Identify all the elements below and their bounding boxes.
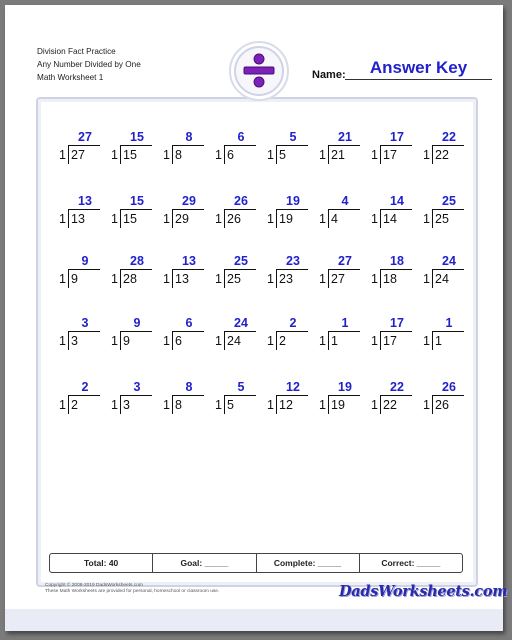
divisor: 1 (371, 148, 378, 162)
dividend: 17 (383, 334, 397, 348)
division-problem (159, 316, 209, 356)
dividend: 24 (227, 334, 241, 348)
division-problem (211, 194, 261, 234)
division-bracket (68, 210, 69, 228)
division-problem (367, 130, 417, 170)
division-bracket (432, 146, 433, 164)
division-bracket (224, 396, 225, 414)
brand-logo: DadsWorksheets.com (339, 583, 508, 600)
quotient-answer: 17 (390, 316, 404, 330)
dividend: 6 (227, 148, 234, 162)
division-bracket (120, 332, 121, 350)
dividend: 22 (383, 398, 397, 412)
division-problem (107, 316, 157, 356)
divisor: 1 (111, 398, 118, 412)
complete-cell: Complete: _____ (257, 554, 360, 572)
quotient-answer: 27 (78, 130, 92, 144)
division-problem (107, 380, 157, 420)
division-bracket (380, 332, 381, 350)
quotient-answer: 14 (390, 194, 404, 208)
quotient-answer: 4 (341, 194, 349, 208)
dividend: 21 (331, 148, 345, 162)
division-bracket (172, 270, 173, 288)
division-problem (419, 130, 469, 170)
divisor: 1 (423, 334, 430, 348)
quotient-answer: 9 (81, 254, 89, 268)
quotient-answer: 24 (442, 254, 456, 268)
divisor: 1 (111, 212, 118, 226)
header-subtitle: Any Number Divided by One (37, 60, 141, 69)
quotient-answer: 25 (442, 194, 456, 208)
dividend: 5 (227, 398, 234, 412)
dividend: 3 (123, 398, 130, 412)
divisor: 1 (267, 148, 274, 162)
quotient-answer: 3 (133, 380, 141, 394)
division-bracket (380, 270, 381, 288)
division-bracket (224, 146, 225, 164)
division-problem (55, 130, 105, 170)
dividend: 5 (279, 148, 286, 162)
quotient-answer: 19 (286, 194, 300, 208)
divisor: 1 (319, 212, 326, 226)
footer-band (5, 609, 503, 631)
division-problem (419, 254, 469, 294)
dividend: 12 (279, 398, 293, 412)
quotient-answer: 23 (286, 254, 300, 268)
division-problem (315, 380, 365, 420)
divisor: 1 (163, 398, 170, 412)
division-bracket (276, 396, 277, 414)
quotient-answer: 28 (130, 254, 144, 268)
dividend: 26 (227, 212, 241, 226)
division-bracket (380, 210, 381, 228)
divisor: 1 (111, 272, 118, 286)
division-problem (55, 194, 105, 234)
dividend: 2 (279, 334, 286, 348)
division-bracket (328, 332, 329, 350)
division-bracket (380, 146, 381, 164)
division-bracket (328, 270, 329, 288)
division-problem (263, 130, 313, 170)
division-problem (419, 380, 469, 420)
divisor: 1 (215, 148, 222, 162)
correct-cell: Correct: _____ (381, 558, 441, 568)
division-problem (315, 316, 365, 356)
divisor: 1 (59, 212, 66, 226)
quotient-answer: 1 (445, 316, 453, 330)
quotient-answer: 13 (78, 194, 92, 208)
quotient-answer: 21 (338, 130, 352, 144)
quotient-answer: 15 (130, 130, 144, 144)
worksheet-page (5, 5, 508, 631)
divisor: 1 (111, 334, 118, 348)
divisor: 1 (59, 334, 66, 348)
division-problem (263, 194, 313, 234)
divisor: 1 (215, 398, 222, 412)
dividend: 4 (331, 212, 338, 226)
division-bracket (68, 332, 69, 350)
division-problem (211, 316, 261, 356)
division-problem (211, 130, 261, 170)
copyright-line: Copyright © 2008-2019 DadsWorksheets.com (45, 583, 143, 588)
division-problem (315, 254, 365, 294)
division-bracket (276, 270, 277, 288)
quotient-answer: 5 (289, 130, 297, 144)
divisor: 1 (163, 334, 170, 348)
division-problem (55, 254, 105, 294)
dividend: 25 (435, 212, 449, 226)
division-bracket (432, 332, 433, 350)
header-worksheet-number: Math Worksheet 1 (37, 73, 104, 82)
dividend: 29 (175, 212, 189, 226)
division-problem (419, 316, 469, 356)
division-problem (367, 316, 417, 356)
division-bracket (380, 396, 381, 414)
division-problem (419, 194, 469, 234)
quotient-answer: 22 (442, 130, 456, 144)
dividend: 18 (383, 272, 397, 286)
division-bracket (328, 210, 329, 228)
quotient-answer: 15 (130, 194, 144, 208)
quotient-answer: 5 (237, 380, 245, 394)
dividend: 8 (175, 148, 182, 162)
divisor: 1 (163, 272, 170, 286)
quotient-answer: 29 (182, 194, 196, 208)
quotient-answer: 3 (81, 316, 89, 330)
divisor: 1 (163, 212, 170, 226)
division-bracket (276, 332, 277, 350)
total-cell: Total: 40 (50, 554, 153, 572)
division-problem (263, 254, 313, 294)
divisor: 1 (111, 148, 118, 162)
dividend: 15 (123, 212, 137, 226)
logo-badge (229, 41, 289, 101)
division-bracket (328, 396, 329, 414)
quotient-answer: 8 (185, 380, 193, 394)
quotient-answer: 25 (234, 254, 248, 268)
dividend: 19 (279, 212, 293, 226)
division-problem (367, 380, 417, 420)
divisor: 1 (423, 272, 430, 286)
divisor: 1 (371, 398, 378, 412)
divisor: 1 (423, 148, 430, 162)
division-problem (315, 130, 365, 170)
divisor: 1 (423, 212, 430, 226)
division-bracket (328, 146, 329, 164)
quotient-answer: 22 (390, 380, 404, 394)
divisor: 1 (319, 398, 326, 412)
divisor: 1 (319, 334, 326, 348)
quotient-answer: 1 (341, 316, 349, 330)
division-bracket (172, 146, 173, 164)
name-field (312, 57, 492, 81)
quotient-answer: 26 (442, 380, 456, 394)
division-bracket (120, 396, 121, 414)
dividend: 14 (383, 212, 397, 226)
dividend: 26 (435, 398, 449, 412)
quotient-answer: 8 (185, 130, 193, 144)
division-problem (107, 254, 157, 294)
quotient-answer: 6 (185, 316, 193, 330)
quotient-answer: 12 (286, 380, 300, 394)
division-bracket (276, 210, 277, 228)
usage-line: These Math Worksheets are provided for personal, homeschool or classroom use. (45, 589, 220, 595)
division-bracket (432, 210, 433, 228)
division-bracket (276, 146, 277, 164)
name-label: Name: (312, 69, 346, 81)
divisor: 1 (215, 212, 222, 226)
quotient-answer: 2 (81, 380, 89, 394)
division-problem (367, 254, 417, 294)
dividend: 2 (71, 398, 78, 412)
division-bracket (432, 396, 433, 414)
quotient-answer: 9 (133, 316, 141, 330)
divisor: 1 (371, 334, 378, 348)
quotient-answer: 18 (390, 254, 404, 268)
division-problem (55, 316, 105, 356)
division-bracket (172, 210, 173, 228)
division-bracket (68, 146, 69, 164)
quotient-answer: 2 (289, 316, 297, 330)
divisor: 1 (319, 272, 326, 286)
dividend: 1 (435, 334, 442, 348)
divisor: 1 (267, 212, 274, 226)
dividend: 25 (227, 272, 241, 286)
dividend: 19 (331, 398, 345, 412)
divisor: 1 (267, 398, 274, 412)
division-problem (211, 254, 261, 294)
division-problem (211, 380, 261, 420)
division-problem (159, 380, 209, 420)
divisor: 1 (319, 148, 326, 162)
dividend: 13 (175, 272, 189, 286)
quotient-answer: 27 (338, 254, 352, 268)
quotient-answer: 24 (234, 316, 248, 330)
answer-key-label: Answer Key (369, 58, 468, 77)
dividend: 28 (123, 272, 137, 286)
goal-cell: Goal: _____ (153, 554, 256, 572)
divisor: 1 (371, 212, 378, 226)
dividend: 1 (331, 334, 338, 348)
dividend: 8 (175, 398, 182, 412)
division-problem (55, 380, 105, 420)
division-problem (263, 380, 313, 420)
quotient-answer: 19 (338, 380, 352, 394)
dividend: 27 (71, 148, 85, 162)
divisor: 1 (215, 272, 222, 286)
divisor: 1 (59, 148, 66, 162)
divisor: 1 (59, 398, 66, 412)
divisor: 1 (163, 148, 170, 162)
division-bracket (172, 332, 173, 350)
quotient-answer: 6 (237, 130, 245, 144)
dividend: 13 (71, 212, 85, 226)
division-bracket (120, 146, 121, 164)
division-problem (159, 194, 209, 234)
division-problem (107, 194, 157, 234)
dividend: 22 (435, 148, 449, 162)
worksheet-header (37, 45, 141, 84)
divisor: 1 (371, 272, 378, 286)
quotient-answer: 13 (182, 254, 196, 268)
division-bracket (224, 332, 225, 350)
division-bracket (172, 396, 173, 414)
dividend: 27 (331, 272, 345, 286)
division-problem (107, 130, 157, 170)
header-title: Division Fact Practice (37, 47, 116, 56)
dividend: 24 (435, 272, 449, 286)
division-bracket (68, 396, 69, 414)
divisor: 1 (423, 398, 430, 412)
division-bracket (120, 270, 121, 288)
dividend: 23 (279, 272, 293, 286)
division-bracket (120, 210, 121, 228)
division-bracket (224, 270, 225, 288)
division-bracket (432, 270, 433, 288)
division-problem (315, 194, 365, 234)
quotient-answer: 26 (234, 194, 248, 208)
divisor: 1 (59, 272, 66, 286)
divisor: 1 (267, 272, 274, 286)
division-problem (159, 130, 209, 170)
division-bracket (68, 270, 69, 288)
dividend: 9 (71, 272, 78, 286)
division-sign-icon (242, 53, 276, 89)
divisor: 1 (267, 334, 274, 348)
dividend: 17 (383, 148, 397, 162)
divisor: 1 (215, 334, 222, 348)
score-bar (49, 553, 463, 573)
dividend: 6 (175, 334, 182, 348)
dividend: 3 (71, 334, 78, 348)
division-problem (367, 194, 417, 234)
division-bracket (224, 210, 225, 228)
dividend: 15 (123, 148, 137, 162)
dividend: 9 (123, 334, 130, 348)
copyright-text (45, 583, 219, 595)
division-problem (159, 254, 209, 294)
division-problem (263, 316, 313, 356)
quotient-answer: 17 (390, 130, 404, 144)
